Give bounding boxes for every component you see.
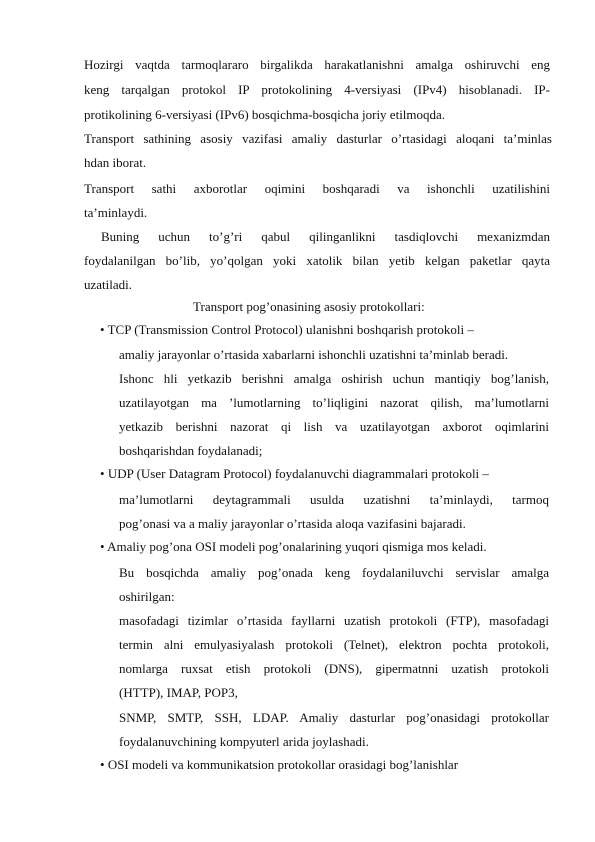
bullet-head: Amaliy pog’ona OSI modeli pog’onalarining yuqori qismiga mos keladi. [107,539,487,554]
paragraph-line: hdan iborat. [84,155,147,170]
bullet-line: boshqarishdan foydalanadi; [119,443,263,458]
bullet-symbol: • [100,466,105,481]
paragraph-line: uzatiladi. [84,277,133,292]
paragraph-line: protikolining 6-versiyasi (IPv6) bosqichma-bosqicha joriy etilmoqda. [84,107,446,122]
bullet-line: pog’onasi va a maliy jarayonlar o’rtasida aloqa vazifasini bajaradi. [119,516,466,531]
bullet-line: nomlarga ruxsat etish protokoli (DNS), gipermatnni uzatish protokoli [119,661,549,676]
bullet-symbol: • [100,757,105,772]
paragraph-line: foydalanilgan bo’lib, yo’qolgan yoki xatolik bilan yetib kelgan paketlar qayta [84,253,550,268]
bullet-symbol: • [100,539,105,554]
bullet-line: oshirilgan: [119,589,175,604]
bullet-line: (HTTP), IMAP, POP3, [119,685,238,700]
paragraph-line: Hozirgi vaqtda tarmoqlararo birgalikda harakatlanishni amalga oshiruvchi eng [84,57,550,72]
paragraph-line: ta’minlaydi. [84,205,148,220]
paragraph-line: Transport sathi axborotlar oqimini boshqaradi va ishonchli uzatilishini [84,181,550,196]
bullet-symbol: • [100,322,105,337]
bullet-line: amaliy jarayonlar o’rtasida xabarlarni ishonchli uzatishni ta’minlab beradi. [119,347,509,362]
bullet-line: SNMP, SMTP, SSH, LDAP. Amaliy dasturlar pog’onasidagi protokollar [119,710,549,725]
bullet-line: masofadagi tizimlar o’rtasida fayllarni uzatish protokoli (FTP), masofadagi [119,613,549,628]
bullet-item [100,466,489,482]
bullet-item [100,757,458,773]
bullet-line: Ishonc hli yetkazib berishni amalga oshirish uchun mantiqiy bog’lanish, [119,371,549,386]
paragraph-line: Transport sathining asosiy vazifasi amaliy dasturlar o’rtasidagi aloqani ta’minlas [84,131,552,146]
bullet-head: UDP (User Datagram Protocol) foydalanuvchi diagrammalari protokoli – [107,466,489,481]
bullet-line: yetkazib berishni nazorat qi lish va uzatilayotgan axborot oqimlarini [119,419,549,434]
paragraph-line: keng tarqalgan protokol IP protokolining 4-versiyasi (IPv4) hisoblanadi. IP- [84,82,550,97]
paragraph-line: Buning uchun to’g’ri qabul qilinganlikni tasdiqlovchi mexanizmdan [101,229,550,244]
bullet-head: OSI modeli va kommunikatsion protokollar orasidagi bog’lanishlar [107,757,459,772]
bullet-line: ma’lumotlarni deytagrammali usulda uzatishni ta’minlaydi, tarmoq [119,492,549,507]
bullet-line: uzatilayotgan ma ’lumotlarning to’liqligini nazorat qilish, ma’lumotlarni [119,395,549,410]
bullet-line: termin alni emulyasiyalash protokoli (Telnet), elektron pochta protokoli, [119,637,549,652]
bullet-line: Bu bosqichda amaliy pog’onada keng foydalaniluvchi servislar amalga [119,565,549,580]
bullet-head: TCP (Transmission Control Protocol) ulanishni boshqarish protokoli – [107,322,474,337]
section-title: Transport pog’onasining asosiy protokollari: [193,299,425,314]
bullet-item [100,539,487,555]
bullet-line: foydalanuvchining kompyuterl arida joylashadi. [119,734,369,749]
bullet-item [100,322,474,338]
